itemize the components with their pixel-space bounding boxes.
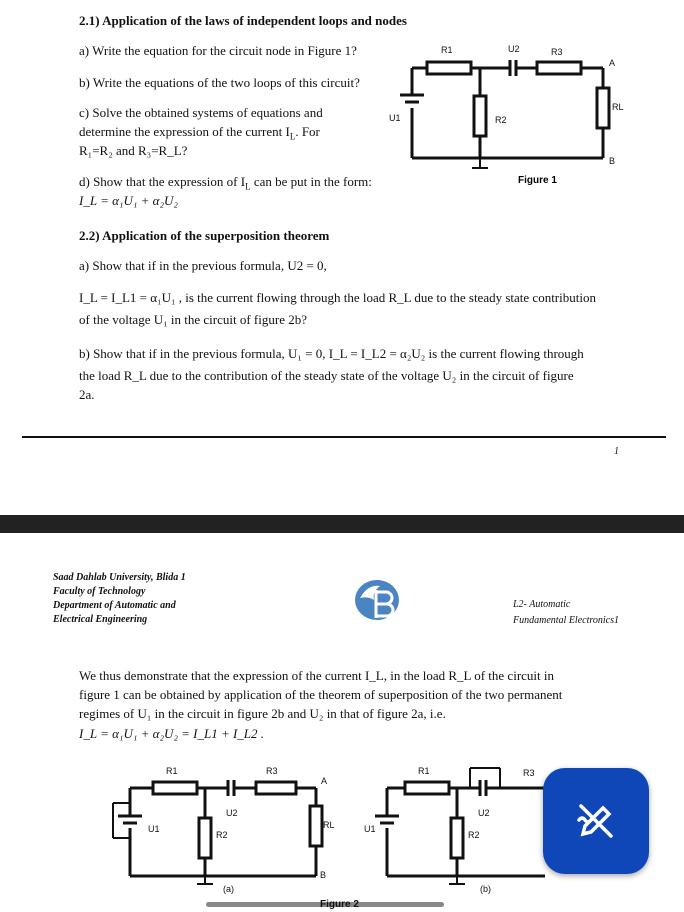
resistor-r3 (537, 62, 581, 74)
body-line-1: We thus demonstrate that the expression of the current I_L, in the load R_L of the circuit in (79, 668, 555, 683)
label-b: B (320, 870, 327, 880)
label-r2: R2 (468, 830, 480, 840)
label-r3: R3 (551, 47, 563, 57)
label-r1: R1 (166, 766, 178, 776)
label-b: B (609, 156, 616, 166)
label-u2: U2 (226, 808, 238, 818)
resistor-r1 (427, 62, 471, 74)
header-line: Electrical Engineering (53, 614, 148, 625)
formula-d: I_L = α₁U₁ + α₂U₂ (79, 193, 178, 208)
label-u1: U1 (148, 824, 160, 834)
text: determine the expression of the current I (79, 124, 290, 139)
resistor-r2 (474, 96, 486, 136)
label-r3: R3 (523, 768, 535, 778)
subscript: L (289, 131, 296, 142)
label-a: A (609, 58, 616, 68)
section-heading-2-2: 2.2) Application of the superposition theorem (79, 228, 330, 243)
page-gap (0, 515, 684, 533)
subfigure-b-label: (b) (480, 884, 491, 894)
page-number: 1 (614, 446, 619, 457)
text: d) Show that the expression of I (79, 174, 246, 189)
label-r2: R2 (216, 830, 228, 840)
label-r2: R2 (495, 115, 507, 125)
label-u1: U1 (389, 113, 401, 123)
edit-toggle-button[interactable] (543, 768, 649, 874)
label-u1: U1 (364, 824, 376, 834)
label-u2: U2 (508, 44, 520, 54)
body-line-3: regimes of U₁ in the circuit in figure 2b and U₂ in that of figure 2a, i.e. (79, 706, 446, 721)
header-line: L2- Automatic (513, 599, 571, 610)
figure-2-caption: Figure 2 (320, 899, 359, 910)
figure-2b-circuit (360, 758, 550, 898)
question-2-2-a-line2: I_L = I_L1 = α₁U₁ , is the current flowing through the load R_L due to the steady state contribution (79, 290, 596, 305)
header-line: Fundamental Electronics1 (513, 615, 619, 626)
figure-1-circuit (385, 40, 645, 200)
body-formula: I_L = α₁U₁ + α₂U₂ = I_L1 + I_L2 . (79, 726, 265, 741)
label-rl: RL (323, 820, 335, 830)
figure-1-caption: Figure 1 (518, 175, 557, 186)
label-r3: R3 (266, 766, 278, 776)
label-u2: U2 (478, 808, 490, 818)
header-line: Department of Automatic and (53, 600, 176, 611)
question-2-2-b-line1: b) Show that if in the previous formula, U₁ = 0, I_L = I_L2 = α₂U₂ is the current flowing through (79, 346, 584, 361)
question-c-line1: c) Solve the obtained systems of equations and (79, 105, 323, 120)
question-2-2-b-line2: the load R_L due to the contribution of the steady state of the voltage U₂ in the circuit of figure (79, 368, 574, 383)
header-line: Saad Dahlab University, Blida 1 (53, 572, 186, 583)
label-r1: R1 (418, 766, 430, 776)
text: . For (295, 124, 320, 139)
subscript: L (245, 181, 251, 192)
question-c-line3: R₁=R₂ and R₃=R_L? (79, 143, 188, 158)
question-2-2-a-line3: of the voltage U₁ in the circuit of figure 2b? (79, 312, 307, 327)
label-r1: R1 (441, 45, 453, 55)
subfigure-a-label: (a) (223, 884, 234, 894)
header-institution (53, 571, 186, 627)
section-heading-2-1: 2.1) Application of the laws of independent loops and nodes (79, 13, 407, 28)
pencil-slash-icon (573, 798, 619, 844)
body-line-2: figure 1 can be obtained by application of the theorem of superposition of the two permanent (79, 687, 563, 702)
figure-2a-circuit (108, 758, 338, 898)
question-2-2-b-line3: 2a. (79, 387, 95, 402)
header-course (513, 597, 619, 629)
label-rl: RL (612, 102, 624, 112)
question-b: b) Write the equations of the two loops of this circuit? (79, 75, 360, 90)
question-a: a) Write the equation for the circuit node in Figure 1? (79, 43, 357, 58)
text: can be put in the form: (250, 174, 372, 189)
university-logo (350, 578, 404, 622)
label-a: A (321, 776, 328, 786)
header-line: Faculty of Technology (53, 586, 146, 597)
resistor-rl (597, 88, 609, 128)
page-divider (22, 436, 666, 438)
question-2-2-a: a) Show that if in the previous formula, U2 = 0, (79, 258, 327, 273)
